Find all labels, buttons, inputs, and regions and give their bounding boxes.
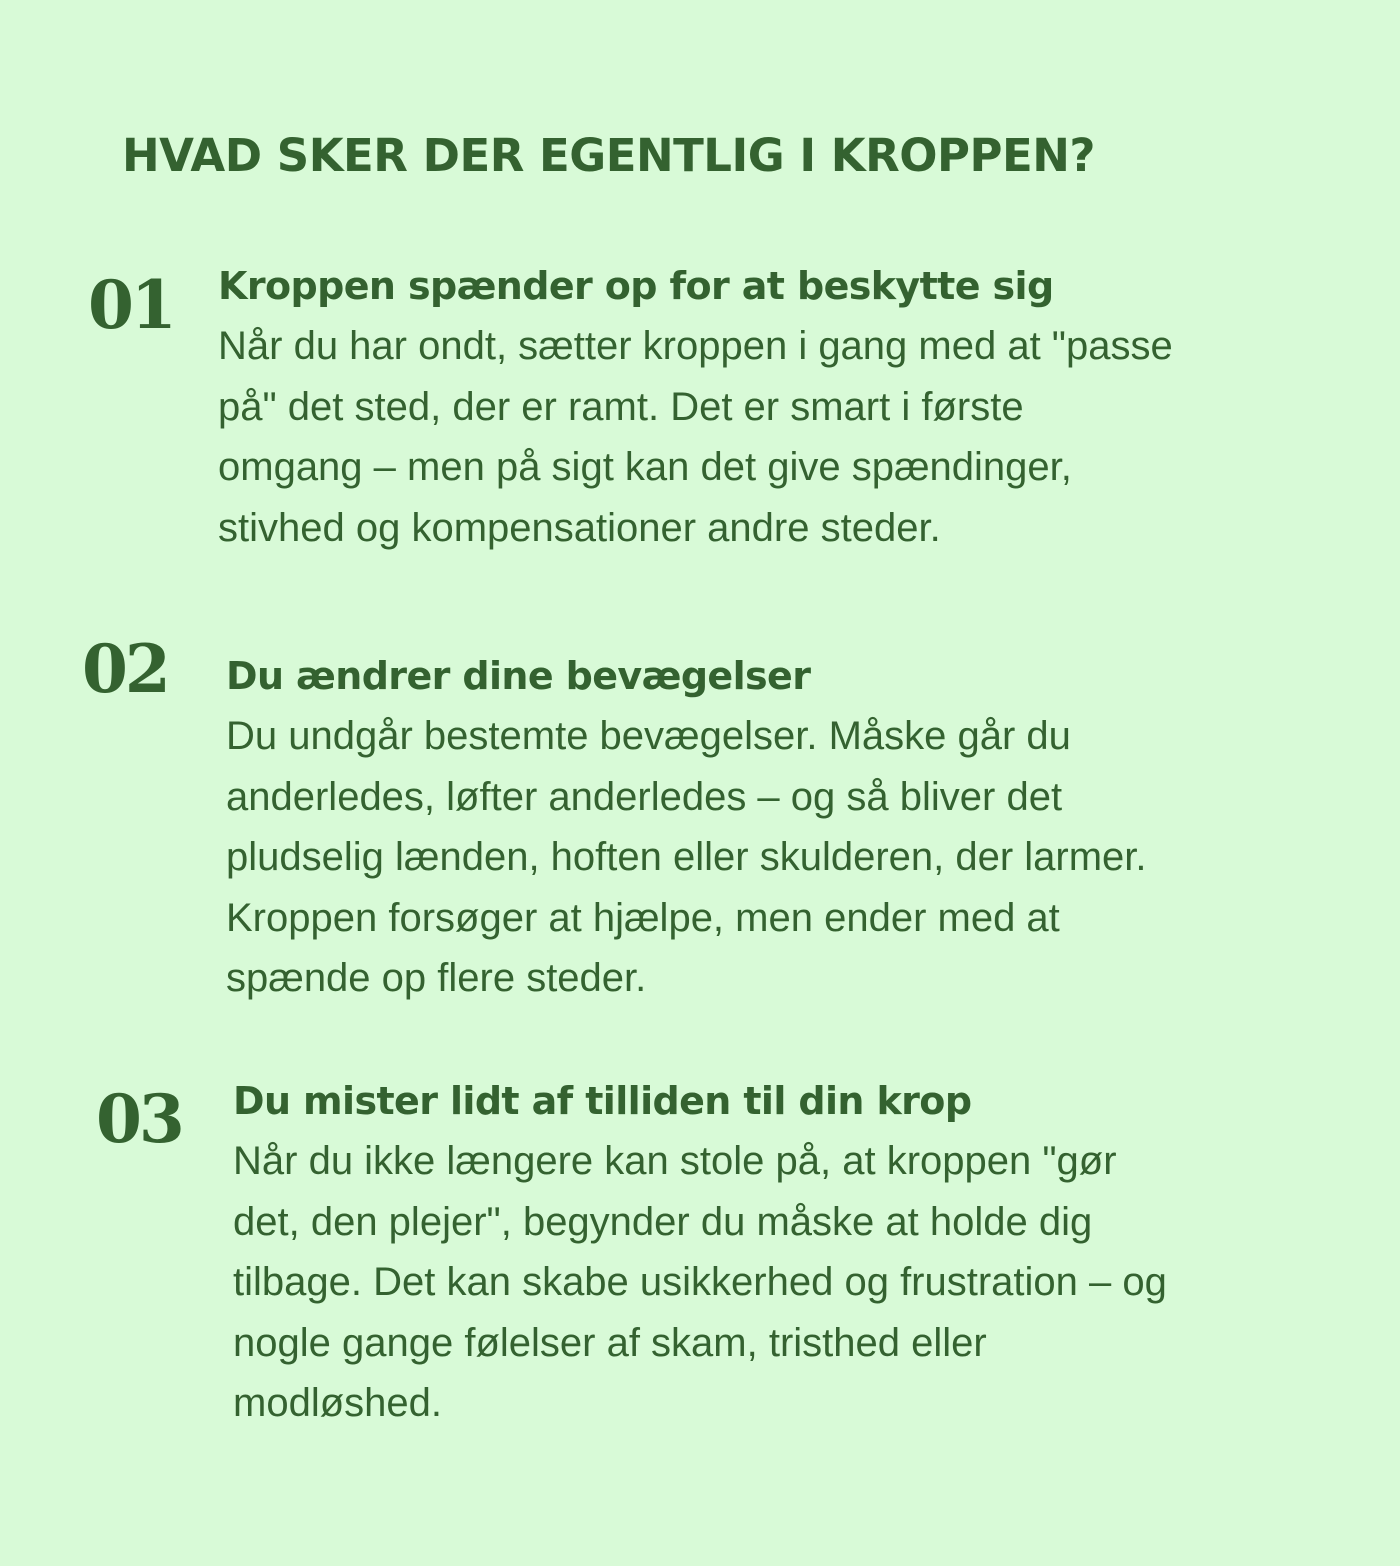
item-number-02: 02	[82, 630, 168, 708]
item-body-line: nogle gange følelser af skam, tristhed eller	[233, 1320, 987, 1365]
item-body-line: Når du ikke længere kan stole på, at kroppen "gør	[233, 1139, 1117, 1183]
item-02	[226, 646, 1326, 1009]
item-body-line: Når du har ondt, sætter kroppen i gang med at "passe	[218, 324, 1173, 368]
item-heading: Du mister lidt af tilliden til din krop	[233, 1079, 972, 1123]
item-body-line: Kroppen forsøger at hjælpe, men ender med at	[226, 895, 1060, 940]
item-body-line: modløshed.	[233, 1381, 442, 1425]
item-heading: Du ændrer dine bevægelser	[226, 654, 811, 698]
item-body-line: tilbage. Det kan skabe usikkerhed og frustration – og	[233, 1260, 1167, 1304]
item-01	[218, 256, 1318, 558]
item-heading: Kroppen spænder op for at beskytte sig	[218, 264, 1054, 308]
item-number-01: 01	[88, 266, 174, 344]
item-03	[233, 1071, 1333, 1434]
item-body	[226, 706, 1316, 1009]
item-number-03: 03	[96, 1080, 182, 1158]
item-body-line: Du undgår bestemte bevægelser. Måske går du	[226, 714, 1071, 758]
item-body-line: omgang – men på sigt kan det give spændinger,	[218, 445, 1072, 489]
item-body-line: på" det sted, der er ramt. Det er smart i første	[218, 384, 1024, 429]
item-body	[218, 316, 1308, 558]
item-body-line: pludselig lænden, hoften eller skulderen, der larmer.	[226, 835, 1147, 879]
item-body-line: stivhed og kompensationer andre steder.	[218, 505, 941, 550]
item-body-line: det, den plejer", begynder du måske at holde dig	[233, 1199, 1093, 1244]
item-body-line: anderledes, løfter anderledes – og så bliver det	[226, 774, 1063, 819]
page-title: HVAD SKER DER EGENTLIG I KROPPEN?	[122, 129, 1095, 182]
item-body-line: spænde op flere steder.	[226, 956, 647, 1000]
item-body	[233, 1131, 1323, 1434]
